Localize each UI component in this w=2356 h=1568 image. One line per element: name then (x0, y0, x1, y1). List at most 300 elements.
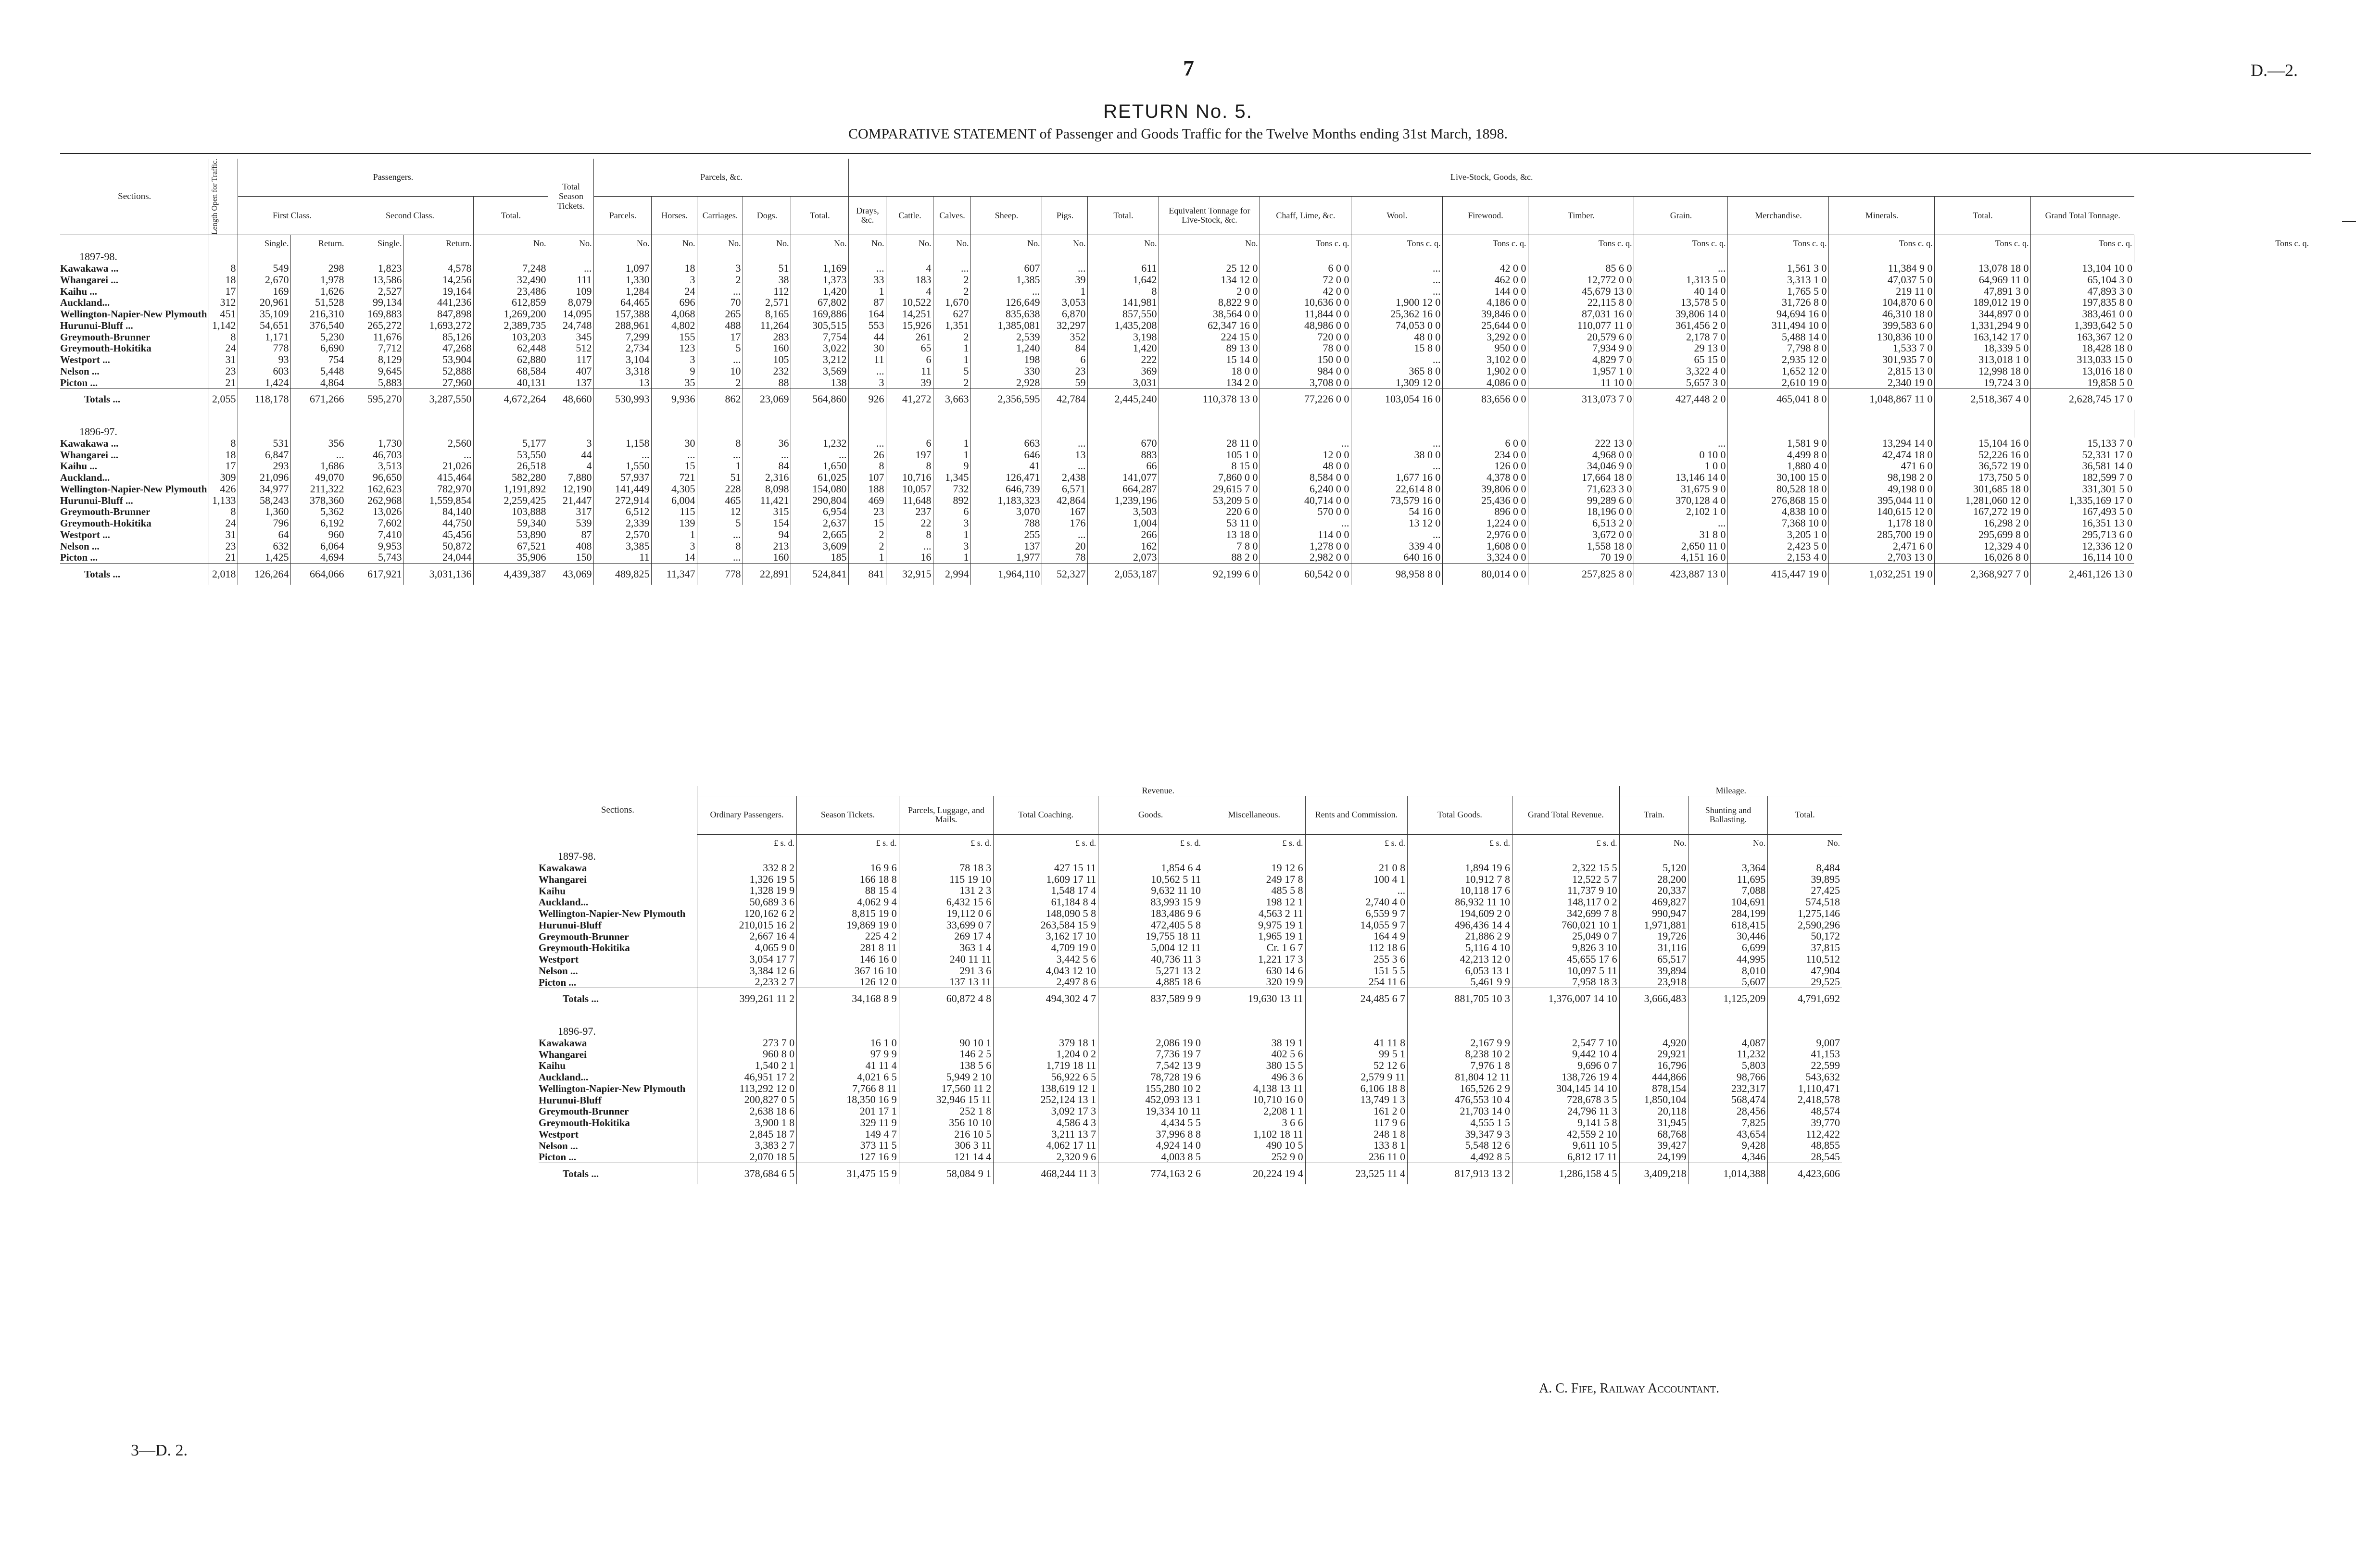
traffic-cell: 26,518 (474, 460, 548, 472)
traffic-section-name: Greymouth-Brunner (60, 331, 151, 343)
traffic-cell: 31,726 8 0 (1728, 297, 1829, 308)
revenue-section-name: Kawakawa (539, 862, 587, 874)
traffic-total-cell: 60,542 0 0 (1260, 564, 1351, 585)
traffic-cell: ... (849, 263, 886, 274)
traffic-cell: 399,583 6 0 (1829, 320, 1935, 331)
traffic-cell: 32,297 (1042, 320, 1088, 331)
page-title: RETURN No. 5. (1103, 101, 1253, 122)
revenue-cell: 137 13 11 (899, 976, 994, 988)
traffic-cell: 20,579 6 0 (1528, 331, 1634, 343)
traffic-year-filler (1042, 426, 1088, 438)
traffic-total-cell: 617,921 (346, 564, 404, 585)
revenue-cell: 183,486 9 6 (1098, 908, 1203, 919)
revenue-unit-cell: £ s. d. (899, 834, 994, 851)
traffic-unit-cell: No. (548, 235, 594, 251)
traffic-cell: 88 (743, 377, 791, 389)
traffic-gap-cell (291, 410, 346, 426)
traffic-total-cell: 595,270 (346, 389, 404, 410)
traffic-cell: 46,703 (346, 449, 404, 461)
traffic-cell: 309 (209, 472, 238, 483)
revenue-cell: 44,995 (1688, 953, 1768, 965)
traffic-cell: 222 13 0 (1528, 438, 1634, 449)
traffic-cell: 25,644 0 0 (1443, 320, 1528, 331)
traffic-cell: 62,347 16 0 (1159, 320, 1260, 331)
revenue-unit-cell: £ s. d. (994, 834, 1098, 851)
traffic-gap-cell (1159, 410, 1260, 426)
revenue-year-filler (797, 851, 899, 862)
revenue-total-cell: 1,014,388 (1688, 1163, 1768, 1184)
traffic-cell: 160 (743, 342, 791, 354)
traffic-total-cell: 2,055 (209, 389, 238, 410)
traffic-cell: 57,937 (594, 472, 652, 483)
revenue-row (539, 874, 1842, 885)
traffic-cell: ... (1260, 517, 1351, 529)
traffic-total-cell: 257,825 8 0 (1528, 564, 1634, 585)
traffic-cell: 290,804 (791, 495, 849, 506)
revenue-section-name: Greymouth-Hokitika (539, 942, 630, 954)
traffic-cell: 150 (548, 552, 594, 563)
traffic-cell: 4,838 10 0 (1728, 506, 1829, 517)
traffic-cell: 8,584 0 0 (1260, 472, 1351, 483)
traffic-cell: 285,700 19 0 (1829, 529, 1935, 540)
traffic-cell: 1 (933, 354, 971, 365)
traffic-cell: 1 (933, 552, 971, 563)
traffic-cell: 5,488 14 0 (1728, 331, 1829, 343)
traffic-cell: 512 (548, 342, 594, 354)
col-sections: Sections. (60, 159, 209, 235)
traffic-cell: 15 8 0 (1351, 342, 1443, 354)
revenue-cell: 2,740 4 0 (1305, 896, 1408, 908)
revenue-cell: 4,885 18 6 (1098, 976, 1203, 988)
traffic-cell: 2 (933, 286, 971, 297)
traffic-cell: ... (1351, 354, 1443, 365)
traffic-cell: 1,902 0 0 (1443, 365, 1528, 377)
traffic-cell: 298 (291, 263, 346, 274)
traffic-year-filler (346, 251, 404, 263)
traffic-cell: 13,294 14 0 (1829, 438, 1935, 449)
traffic-cell: 39,806 0 0 (1443, 483, 1528, 495)
traffic-totals-row (60, 564, 2311, 585)
traffic-gap-cell (1088, 410, 1159, 426)
traffic-cell: 1,232 (791, 438, 849, 449)
traffic-year-filler (404, 251, 474, 263)
group-mileage: Mileage. (1620, 786, 1842, 796)
traffic-cell: 150 0 0 (1260, 354, 1351, 365)
revenue-cell: 1,110,471 (1768, 1083, 1842, 1094)
traffic-cell: 19,724 3 0 (1935, 377, 2031, 389)
traffic-cell: 4,968 0 0 (1528, 449, 1634, 461)
traffic-cell: 395,044 11 0 (1829, 495, 1935, 506)
traffic-cell: 6,571 (1042, 483, 1088, 495)
traffic-cell: 4,694 (291, 552, 346, 563)
revenue-row (539, 896, 1842, 908)
traffic-cell: 141,449 (594, 483, 652, 495)
traffic-cell: 144 0 0 (1443, 286, 1528, 297)
revenue-cell: 11,737 9 10 (1512, 885, 1619, 896)
revenue-year-filler (1512, 1026, 1619, 1037)
traffic-cell: 87 (548, 529, 594, 540)
traffic-cell: 3,102 0 0 (1443, 354, 1528, 365)
traffic-cell: 4 (886, 263, 933, 274)
revenue-cell: 8,010 (1688, 965, 1768, 977)
traffic-total-cell: 671,266 (291, 389, 346, 410)
traffic-cell: 53,904 (404, 354, 474, 365)
revenue-cell: 138 5 6 (899, 1060, 994, 1071)
revenue-cell: 2,590,296 (1768, 919, 1842, 931)
page-number: 7 (1183, 56, 1194, 80)
col-second-class: Second Class. (346, 196, 474, 235)
traffic-cell: ... (652, 449, 697, 461)
revenue-section-name: Wellington-Napier-New Plymouth (539, 1082, 686, 1094)
traffic-gap-cell (743, 410, 791, 426)
traffic-cell: ... (404, 449, 474, 461)
traffic-section-name: Wellington-Napier-New Plymouth (60, 483, 207, 495)
traffic-cell: 105 (743, 354, 791, 365)
traffic-gap-cell (60, 410, 209, 426)
traffic-cell: 262,968 (346, 495, 404, 506)
revenue-cell: 427 15 11 (994, 862, 1098, 874)
revenue-cell: 3,900 1 8 (697, 1117, 796, 1129)
traffic-cell: 11 (849, 354, 886, 365)
traffic-unit-cell: No. (971, 235, 1042, 251)
traffic-cell: 313,033 15 0 (2031, 354, 2134, 365)
traffic-cell: 66 (1088, 460, 1159, 472)
traffic-row (60, 506, 2311, 517)
traffic-total-cell: 103,054 16 0 (1351, 389, 1443, 410)
traffic-cell: 1,169 (791, 263, 849, 274)
traffic-year-filler (886, 426, 933, 438)
traffic-cell: 2 (933, 377, 971, 389)
revenue-cell: 28,200 (1620, 874, 1688, 885)
traffic-cell: 7,798 8 0 (1728, 342, 1829, 354)
traffic-cell: 18,196 0 0 (1528, 506, 1634, 517)
traffic-gap-cell (971, 410, 1042, 426)
col-pigs: Pigs. (1042, 196, 1088, 235)
traffic-row (60, 449, 2311, 461)
footer-reference: 3—D. 2. (131, 1442, 188, 1459)
traffic-cell: 11 (594, 552, 652, 563)
revenue-cell: 48,855 (1768, 1140, 1842, 1151)
traffic-cell: 4,499 8 0 (1728, 449, 1829, 461)
traffic-cell: 59,340 (474, 517, 548, 529)
traffic-cell: 6 0 0 (1443, 438, 1528, 449)
revenue-cell: 24,796 11 3 (1512, 1105, 1619, 1117)
revenue-cell: 37,996 8 8 (1098, 1129, 1203, 1140)
revenue-year-filler (1305, 851, 1408, 862)
traffic-cell: 6 (933, 506, 971, 517)
traffic-cell: 5,448 (291, 365, 346, 377)
traffic-cell: ... (886, 540, 933, 552)
revenue-cell: 4,043 12 10 (994, 965, 1098, 977)
traffic-cell: 123 (652, 342, 697, 354)
revenue-cell: 21,886 2 9 (1408, 930, 1512, 942)
traffic-totals-label: Totals ... (60, 389, 209, 410)
traffic-cell: 361,456 2 0 (1634, 320, 1728, 331)
traffic-cell: 1,097 (594, 263, 652, 274)
revenue-cell: 48,574 (1768, 1105, 1842, 1117)
revenue-cell: 878,154 (1620, 1083, 1688, 1094)
traffic-cell: 1,823 (346, 263, 404, 274)
revenue-cell: 273 7 0 (697, 1037, 796, 1049)
traffic-cell: 24 (209, 342, 238, 354)
traffic-total-cell: 52,327 (1042, 564, 1088, 585)
traffic-cell: 1,581 9 0 (1728, 438, 1829, 449)
revenue-cell: 1,204 0 2 (994, 1048, 1098, 1060)
revenue-cell: 630 14 6 (1203, 965, 1306, 977)
traffic-total-cell: 2,368,927 7 0 (1935, 564, 2031, 585)
revenue-section-name: Hurunui-Bluff (539, 919, 602, 931)
revenue-cell: 43,654 (1688, 1129, 1768, 1140)
traffic-cell: 126,649 (971, 297, 1042, 308)
traffic-cell: ... (791, 449, 849, 461)
traffic-cell: 16 (886, 552, 933, 563)
traffic-cell: 670 (1088, 438, 1159, 449)
page-subtitle: COMPARATIVE STATEMENT of Passenger and Goods Traffic for the Twelve Months ending 31st March, 1898. (848, 126, 1508, 142)
traffic-cell: 261 (886, 331, 933, 343)
traffic-cell: 44 (548, 449, 594, 461)
revenue-gap-cell (1620, 1009, 1688, 1026)
traffic-unit-cell: No. (933, 235, 971, 251)
revenue-year-row (539, 1026, 1842, 1037)
revenue-gap-cell (1408, 1009, 1512, 1026)
revenue-cell: 232,317 (1688, 1083, 1768, 1094)
traffic-section-name: Greymouth-Brunner (60, 506, 151, 518)
traffic-cell: 13 18 0 (1159, 529, 1260, 540)
traffic-cell: 7,712 (346, 342, 404, 354)
traffic-cell: 603 (238, 365, 291, 377)
traffic-cell: 6,690 (291, 342, 346, 354)
traffic-cell: 52,226 16 0 (1935, 449, 2031, 461)
traffic-gap-cell (238, 410, 291, 426)
revenue-cell: 3,364 (1688, 862, 1768, 874)
traffic-cell: 3,104 (594, 354, 652, 365)
traffic-cell: 1 (1042, 286, 1088, 297)
traffic-cell: 2,102 1 0 (1634, 506, 1728, 517)
traffic-year-filler (1528, 426, 1634, 438)
traffic-cell: 3,205 1 0 (1728, 529, 1829, 540)
revenue-cell: 469,827 (1620, 896, 1688, 908)
traffic-cell: 103,888 (474, 506, 548, 517)
revenue-cell: 9,141 5 8 (1512, 1117, 1619, 1129)
traffic-year-filler (238, 426, 291, 438)
traffic-cell: 70 19 0 (1528, 552, 1634, 563)
traffic-cell: 13,016 18 0 (2031, 365, 2134, 377)
traffic-table-body (60, 235, 2311, 584)
traffic-cell: 4,186 0 0 (1443, 297, 1528, 308)
traffic-cell: 10,636 0 0 (1260, 297, 1351, 308)
traffic-cell: 3 (933, 540, 971, 552)
traffic-gap-cell (1634, 410, 1728, 426)
top-rule (60, 153, 2311, 154)
revenue-cell: 30,446 (1688, 930, 1768, 942)
traffic-cell: 29,615 7 0 (1159, 483, 1260, 495)
traffic-cell: 7,934 9 0 (1528, 342, 1634, 354)
traffic-cell: ... (291, 449, 346, 461)
traffic-year-filler (238, 251, 291, 263)
revenue-cell: 306 3 11 (899, 1140, 994, 1151)
revenue-cell: 56,922 6 5 (994, 1071, 1098, 1083)
revenue-cell: 28,456 (1688, 1105, 1768, 1117)
traffic-row (60, 331, 2311, 343)
revenue-cell: 1,275,146 (1768, 908, 1842, 919)
traffic-cell: 847,898 (404, 308, 474, 320)
revenue-cell: 20,118 (1620, 1105, 1688, 1117)
traffic-cell: 11,648 (886, 495, 933, 506)
traffic-year-filler (594, 426, 652, 438)
revenue-cell: 444,866 (1620, 1071, 1688, 1083)
revenue-cell: 728,678 3 5 (1512, 1094, 1619, 1105)
revenue-unit-row (539, 834, 1842, 851)
revenue-cell: 31,116 (1620, 942, 1688, 953)
traffic-cell: 2,438 (1042, 472, 1088, 483)
traffic-total-cell: 23,069 (743, 389, 791, 410)
traffic-cell: 1,550 (594, 460, 652, 472)
traffic-cell: 51 (743, 263, 791, 274)
traffic-unit-cell: Tons c. q. (1935, 235, 2031, 251)
traffic-cell: 1 (697, 460, 743, 472)
traffic-cell: ... (1351, 460, 1443, 472)
revenue-cell: 19,726 (1620, 930, 1688, 942)
revenue-totals-row (539, 1163, 1842, 1184)
revenue-cell: 4,138 13 11 (1203, 1083, 1306, 1094)
traffic-cell: 6,240 0 0 (1260, 483, 1351, 495)
traffic-cell: 984 0 0 (1260, 365, 1351, 377)
revenue-cell: 254 11 6 (1305, 976, 1408, 988)
traffic-unit-cell: No. (849, 235, 886, 251)
traffic-cell: 26 (849, 449, 886, 461)
revenue-year-filler (899, 1026, 994, 1037)
traffic-cell: 14,256 (404, 274, 474, 286)
revenue-cell: 133 8 1 (1305, 1140, 1408, 1151)
revenue-total-cell: 1,376,007 14 10 (1512, 988, 1619, 1009)
traffic-cell: 13,078 18 0 (1935, 263, 2031, 274)
revenue-cell: 1,326 19 5 (697, 874, 796, 885)
traffic-cell: 1,880 4 0 (1728, 460, 1829, 472)
traffic-cell: 5,743 (346, 552, 404, 563)
traffic-cell: 1,650 (791, 460, 849, 472)
traffic-cell: 141,077 (1088, 472, 1159, 483)
traffic-cell: 950 0 0 (1443, 342, 1528, 354)
traffic-cell: 65 15 0 (1634, 354, 1728, 365)
revenue-cell: 269 17 4 (899, 930, 994, 942)
traffic-total-cell: 126,264 (238, 564, 291, 585)
traffic-cell: 12,190 (548, 483, 594, 495)
revenue-cell: 236 11 0 (1305, 1151, 1408, 1163)
traffic-unit-cell: No. (652, 235, 697, 251)
traffic-cell: 40,714 0 0 (1260, 495, 1351, 506)
traffic-cell: 469 (849, 495, 886, 506)
traffic-row (60, 529, 2311, 540)
traffic-cell: 1,608 0 0 (1443, 540, 1528, 552)
traffic-cell: 2,670 (238, 274, 291, 286)
traffic-cell: 169 (238, 286, 291, 297)
revenue-cell: 198 12 1 (1203, 896, 1306, 908)
traffic-total-cell: 32,915 (886, 564, 933, 585)
traffic-cell: 36 (743, 438, 791, 449)
revenue-cell: 252,124 13 1 (994, 1094, 1098, 1105)
revenue-section-name: Westport (539, 1128, 579, 1140)
revenue-cell: 155,280 10 2 (1098, 1083, 1203, 1094)
traffic-row (60, 342, 2311, 354)
traffic-row (60, 308, 2311, 320)
revenue-cell: 1,102 18 11 (1203, 1129, 1306, 1140)
traffic-cell: 2,928 (971, 377, 1042, 389)
traffic-cell: 78 (1042, 552, 1088, 563)
traffic-cell: 228 (697, 483, 743, 495)
traffic-cell: 6 (886, 354, 933, 365)
traffic-cell: 1,133 (209, 495, 238, 506)
traffic-cell: 216,310 (291, 308, 346, 320)
traffic-cell: 696 (652, 297, 697, 308)
traffic-cell: 1,360 (238, 506, 291, 517)
traffic-cell: 99,289 6 0 (1528, 495, 1634, 506)
revenue-row (539, 1094, 1842, 1105)
traffic-cell: ... (971, 286, 1042, 297)
traffic-cell: 720 0 0 (1260, 331, 1351, 343)
revenue-cell: 14,055 9 7 (1305, 919, 1408, 931)
traffic-cell: 213 (743, 540, 791, 552)
traffic-cell: 42,864 (1042, 495, 1088, 506)
traffic-cell: 47,893 3 0 (2031, 286, 2134, 297)
traffic-cell: 36,581 14 0 (2031, 460, 2134, 472)
traffic-cell: 3,198 (1088, 331, 1159, 343)
revenue-year-filler (1408, 851, 1512, 862)
revenue-table-header (539, 786, 1842, 834)
traffic-cell: 44,750 (404, 517, 474, 529)
traffic-cell: 53,550 (474, 449, 548, 461)
traffic-gap-cell (404, 410, 474, 426)
revenue-cell: 7,088 (1688, 885, 1768, 896)
traffic-cell: 1,239,196 (1088, 495, 1159, 506)
traffic-cell: 13,586 (346, 274, 404, 286)
traffic-cell: 51,528 (291, 297, 346, 308)
traffic-cell: 10,522 (886, 297, 933, 308)
traffic-cell: 224 15 0 (1159, 331, 1260, 343)
traffic-cell: 24,044 (404, 552, 474, 563)
traffic-cell: 1 (849, 286, 886, 297)
revenue-cell: 24,199 (1620, 1151, 1688, 1163)
traffic-cell: 12,772 0 0 (1528, 274, 1634, 286)
revenue-cell: 485 5 8 (1203, 885, 1306, 896)
traffic-cell: 219 11 0 (1829, 286, 1935, 297)
traffic-row (60, 354, 2311, 365)
traffic-cell: 1,978 (291, 274, 346, 286)
traffic-total-cell: 43,069 (548, 564, 594, 585)
revenue-total-cell: 24,485 6 7 (1305, 988, 1408, 1009)
traffic-cell: 295,699 8 0 (1935, 529, 2031, 540)
traffic-cell: 188 (849, 483, 886, 495)
traffic-cell: 8 (849, 460, 886, 472)
traffic-cell: 112 (743, 286, 791, 297)
traffic-cell: 34,977 (238, 483, 291, 495)
traffic-year-filler (1634, 426, 1728, 438)
traffic-cell: 611 (1088, 263, 1159, 274)
traffic-cell: 664,287 (1088, 483, 1159, 495)
revenue-cell: 356 10 10 (899, 1117, 994, 1129)
traffic-total-cell: 2,994 (933, 564, 971, 585)
revenue-row (539, 1048, 1842, 1060)
traffic-cell: 1 (652, 529, 697, 540)
traffic-cell: 167,493 5 0 (2031, 506, 2134, 517)
traffic-cell: 8 (697, 540, 743, 552)
traffic-cell: 49,198 0 0 (1829, 483, 1935, 495)
revenue-cell: 9,696 0 7 (1512, 1060, 1619, 1071)
traffic-cell: 301,685 18 0 (1935, 483, 2031, 495)
revenue-cell: 131 2 3 (899, 885, 994, 896)
revenue-cell: 83,993 15 9 (1098, 896, 1203, 908)
traffic-cell: 2,637 (791, 517, 849, 529)
revenue-section-name: Greymouth-Hokitika (539, 1117, 630, 1129)
